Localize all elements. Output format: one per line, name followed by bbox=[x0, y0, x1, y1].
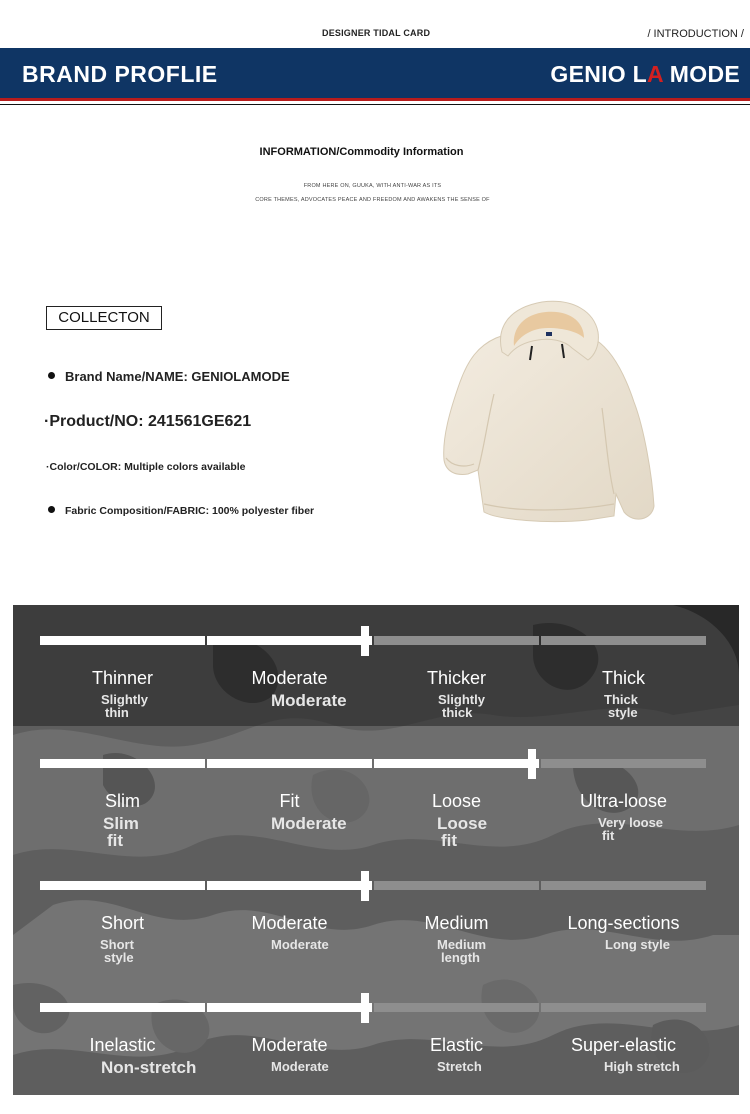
scale-segment bbox=[40, 636, 205, 645]
description-line: Stretch bbox=[437, 1059, 482, 1074]
logo-text-start: GENIO L bbox=[550, 61, 648, 87]
description-line: High stretch bbox=[604, 1059, 680, 1074]
scale-level-label: Medium bbox=[424, 913, 489, 933]
scale-segment bbox=[207, 759, 372, 768]
scale-level-description bbox=[437, 815, 487, 849]
fabric-text: Fabric Composition/FABRIC: 100% polyester fiber bbox=[65, 505, 315, 517]
description-line: length bbox=[441, 950, 480, 965]
description-line: Moderate bbox=[271, 937, 329, 952]
description-line: Loose bbox=[437, 814, 488, 833]
scale-level-description bbox=[103, 815, 139, 849]
scale-level-label: Slim bbox=[105, 791, 140, 811]
scale-marker bbox=[528, 749, 536, 779]
scale-level-description bbox=[604, 1060, 680, 1073]
scale-level-label: Thinner bbox=[91, 668, 154, 688]
description-line: Very loose bbox=[598, 815, 664, 830]
spec-brand-name bbox=[48, 369, 290, 384]
scale-level-label: Ultra-loose bbox=[579, 791, 668, 811]
introduction-label: / INTRODUCTION / bbox=[647, 28, 744, 40]
description-line: Slightly bbox=[101, 692, 148, 707]
info-tagline-1: FROM HERE ON, GUUKA, WITH ANTI-WAR AS ITS bbox=[303, 183, 442, 189]
scale-thickness bbox=[13, 605, 739, 728]
spec-color: ·Color/COLOR: Multiple colors available bbox=[46, 461, 246, 473]
scale-segment bbox=[541, 636, 706, 645]
brand-profile-title: BRAND PROFLIE bbox=[22, 61, 218, 87]
scale-level-description bbox=[604, 693, 638, 719]
description-line: fit bbox=[441, 831, 458, 850]
scale-track bbox=[13, 881, 739, 890]
scale-length bbox=[13, 850, 739, 973]
hoodie-image bbox=[438, 298, 656, 530]
scale-segment bbox=[374, 1003, 539, 1012]
scale-track bbox=[13, 1003, 739, 1012]
description-line: fit bbox=[107, 831, 124, 850]
scale-track bbox=[13, 759, 739, 768]
spec-product-no: ·Product/NO: 241561GE621 bbox=[44, 413, 252, 430]
logo-text-end: MODE bbox=[663, 61, 740, 87]
attribute-scale-panel bbox=[13, 605, 739, 1095]
scale-level-label: Moderate bbox=[251, 913, 328, 933]
scale-level-description bbox=[271, 815, 347, 832]
brand-name-text: Brand Name/NAME: GENIOLAMODE bbox=[65, 369, 290, 384]
divider bbox=[0, 104, 750, 105]
scale-marker bbox=[361, 871, 369, 901]
scale-level-description bbox=[101, 1059, 196, 1076]
logo-accent-letter: A bbox=[647, 61, 664, 87]
scale-level-description bbox=[100, 938, 134, 964]
description-line: Non-stretch bbox=[101, 1058, 197, 1077]
scale-level-label: Long-sections bbox=[567, 913, 680, 933]
scale-level-label: Fit bbox=[279, 791, 300, 811]
scale-track bbox=[13, 636, 739, 645]
description-line: thick bbox=[442, 705, 473, 720]
scale-level-label: Thicker bbox=[426, 668, 486, 688]
scale-segment bbox=[40, 759, 205, 768]
scale-level-label: Inelastic bbox=[89, 1035, 156, 1055]
scale-level-label: Elastic bbox=[429, 1035, 483, 1055]
description-line: Moderate bbox=[271, 691, 347, 710]
description-line: Slightly bbox=[438, 692, 485, 707]
scale-segment bbox=[207, 881, 372, 890]
brand-logo bbox=[550, 61, 740, 88]
scale-level-description bbox=[437, 1060, 482, 1073]
description-line: Medium bbox=[437, 937, 487, 952]
scale-segment bbox=[207, 1003, 372, 1012]
scale-marker bbox=[361, 626, 369, 656]
scale-segment bbox=[541, 1003, 706, 1012]
scale-fit bbox=[13, 728, 739, 851]
scale-segment bbox=[40, 1003, 205, 1012]
description-line: Moderate bbox=[271, 1059, 329, 1074]
scale-segment bbox=[374, 759, 539, 768]
scale-level-label: Thick bbox=[601, 668, 645, 688]
scale-level-label: Short bbox=[100, 913, 145, 933]
info-title: INFORMATION/Commodity Information bbox=[259, 146, 464, 158]
bullet-dot bbox=[48, 506, 55, 513]
scale-elasticity bbox=[13, 972, 739, 1095]
scale-segment bbox=[541, 881, 706, 890]
info-tagline-2: CORE THEMES, ADVOCATES PEACE AND FREEDOM AND AWAKENS THE SENSE OF bbox=[255, 197, 490, 203]
scale-level-description bbox=[271, 692, 347, 709]
scale-level-description bbox=[271, 938, 329, 951]
scale-level-description bbox=[438, 693, 485, 719]
description-line: style bbox=[104, 950, 134, 965]
scale-level-description bbox=[271, 1060, 329, 1073]
description-line: Slim bbox=[103, 814, 139, 833]
description-line: thin bbox=[105, 705, 129, 720]
spec-fabric bbox=[48, 505, 314, 517]
description-line: Short bbox=[100, 937, 134, 952]
scale-segment bbox=[374, 881, 539, 890]
description-line: style bbox=[608, 705, 638, 720]
scale-level-description bbox=[101, 693, 148, 719]
description-line: Moderate bbox=[271, 814, 347, 833]
bullet-dot bbox=[48, 372, 55, 379]
description-line: Thick bbox=[604, 692, 638, 707]
scale-segment bbox=[541, 759, 706, 768]
description-line: Long style bbox=[605, 937, 671, 952]
scale-segment bbox=[207, 636, 372, 645]
scale-segment bbox=[40, 881, 205, 890]
designer-tidal-card-text: DESIGNER TIDAL CARD bbox=[322, 28, 431, 38]
scale-level-label: Super-elastic bbox=[570, 1035, 677, 1055]
description-line: fit bbox=[602, 828, 615, 843]
scale-marker bbox=[361, 993, 369, 1023]
scale-level-description bbox=[598, 816, 663, 842]
scale-level-label: Moderate bbox=[251, 1035, 328, 1055]
scale-segment bbox=[374, 636, 539, 645]
scale-level-label: Loose bbox=[431, 791, 482, 811]
collection-label: COLLECTON bbox=[46, 306, 162, 330]
scale-level-description bbox=[437, 938, 486, 964]
scale-level-label: Moderate bbox=[251, 668, 328, 688]
scale-level-description bbox=[605, 938, 670, 951]
